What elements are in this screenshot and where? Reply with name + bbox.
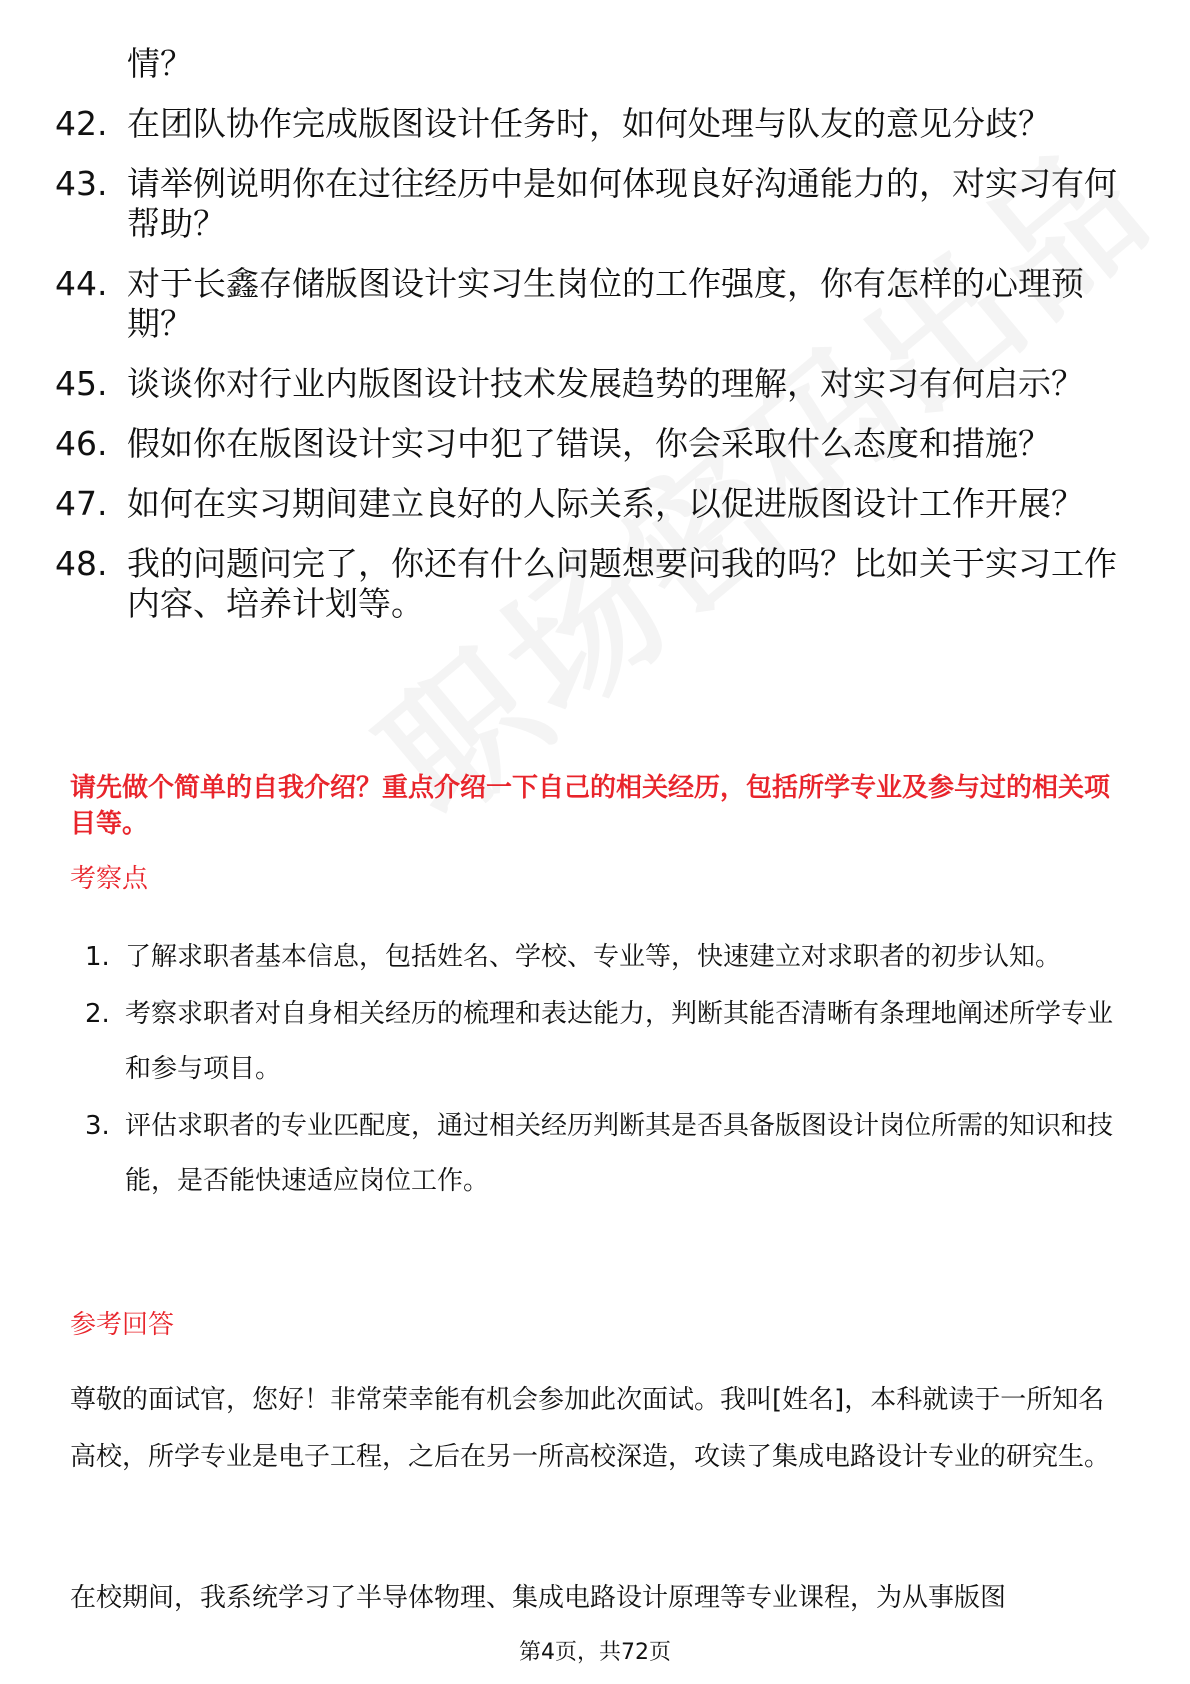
question-number: 45. (55, 364, 108, 403)
page-number: 第4页，共72页 (519, 1640, 671, 1665)
answer-paragraph: 在校期间，我系统学习了半导体物理、集成电路设计原理等专业课程，为从事版图 (70, 1583, 1007, 1613)
list-item (55, 164, 1135, 244)
question-heading: 请先做个简单的自我介绍？重点介绍一下自己的相关经历，包括所学专业及参与过的相关项目等。 (70, 773, 1111, 839)
list-item (55, 424, 1135, 464)
question-text: 假如你在版图设计实习中犯了错误，你会采取什么态度和措施？ (127, 424, 1051, 463)
question-text: 谈谈你对行业内版图设计技术发展趋势的理解，对实习有何启示？ (127, 364, 1084, 403)
list-item (55, 544, 1135, 624)
question-number: 43. (55, 164, 108, 203)
question-text: 对于长鑫存储版图设计实习生岗位的工作强度，你有怎样的心理预期？ (127, 264, 1084, 343)
point-text: 考察求职者对自身相关经历的梳理和表达能力，判断其能否清晰有条理地阐述所学专业和参与项目。 (125, 999, 1114, 1084)
question-number: 47. (55, 484, 108, 523)
question-text: 如何在实习期间建立良好的人际关系，以促进版图设计工作开展？ (127, 484, 1084, 523)
point-number: 3. (85, 1111, 110, 1141)
question-text: 我的问题问完了，你还有什么问题想要问我的吗？比如关于实习工作内容、培养计划等。 (127, 544, 1117, 623)
list-item (55, 44, 1135, 84)
question-text: 在团队协作完成版图设计任务时，如何处理与队友的意见分歧？ (127, 104, 1051, 143)
list-item (55, 104, 1135, 144)
answer-paragraph: 尊敬的面试官，您好！非常荣幸能有机会参加此次面试。我叫[姓名]，本科就读于一所知名高校，所学专业是电子工程，之后在另一所高校深造，攻读了集成电路设计专业的研究生。 (70, 1385, 1111, 1472)
question-number: 46. (55, 424, 108, 463)
list-item (85, 1099, 1130, 1209)
point-number: 2. (85, 999, 110, 1029)
question-list (55, 44, 1135, 644)
list-item (85, 930, 1130, 985)
question-number: 44. (55, 264, 108, 303)
point-text: 评估求职者的专业匹配度，通过相关经历判断其是否具备版图设计岗位所需的知识和技能，是否能快速适应岗位工作。 (125, 1111, 1114, 1196)
list-item (55, 484, 1135, 524)
point-number: 1. (85, 942, 110, 972)
list-item (55, 264, 1135, 344)
question-number: 48. (55, 544, 108, 583)
question-number: 42. (55, 104, 108, 143)
list-item (85, 987, 1130, 1097)
points-title: 考察点 (70, 864, 149, 894)
list-item (55, 364, 1135, 404)
question-text: 请举例说明你在过往经历中是如何体现良好沟通能力的，对实习有何帮助？ (127, 164, 1117, 243)
point-text: 了解求职者基本信息，包括姓名、学校、专业等，快速建立对求职者的初步认知。 (125, 942, 1062, 972)
question-text: 情？ (127, 44, 193, 83)
answer-title: 参考回答 (70, 1310, 175, 1340)
points-list (85, 930, 1130, 1211)
